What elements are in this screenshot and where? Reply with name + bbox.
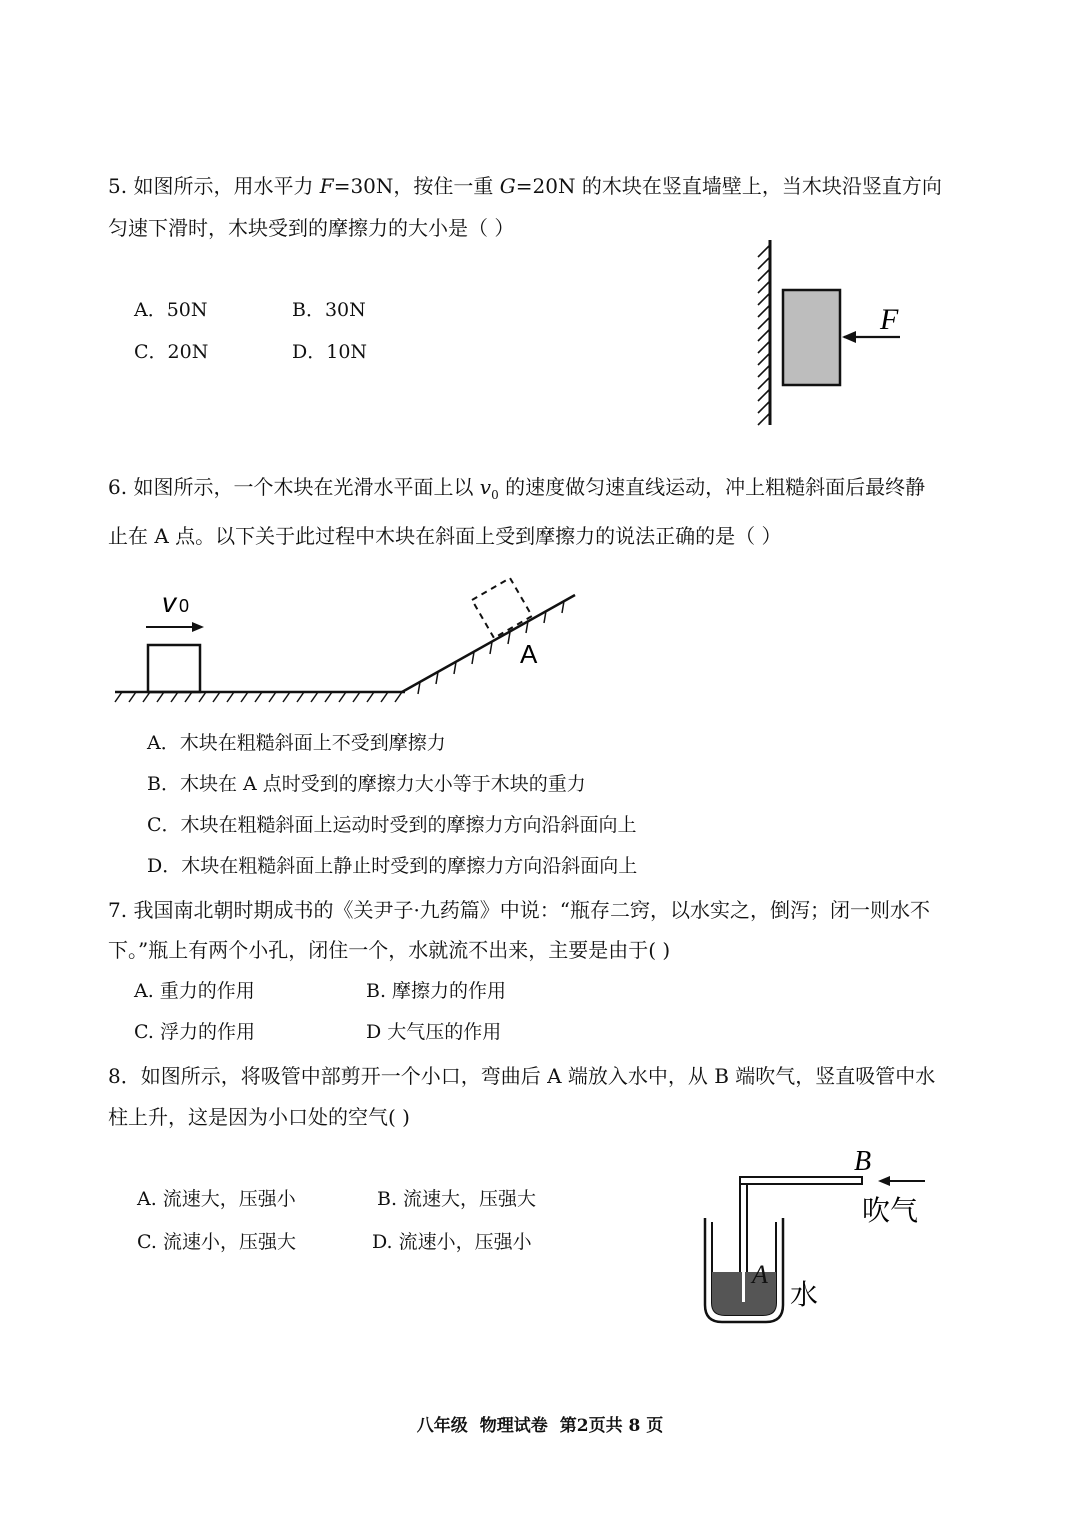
q7-option-c: C. 浮力的作用 — [134, 1021, 255, 1043]
footer-grade: 八年级 — [416, 1416, 468, 1436]
q5-stem-line2: 匀速下滑时，木块受到的摩擦力的大小是（ ） — [108, 216, 515, 240]
q6-text: 的速度做匀速直线运动，冲上粗糙斜面后最终静 — [498, 475, 926, 499]
straw-water-column — [742, 1258, 745, 1302]
q8-stem-line1: 8．如图所示，将吸管中部剪开一个小口，弯曲后 A 端放入水中，从 B 端吹气，竖直吸管中水 — [108, 1064, 936, 1088]
horizontal-straw — [740, 1177, 862, 1184]
q5-option-b: B．30N — [292, 299, 366, 321]
force-label: F — [880, 303, 899, 336]
block-at-a-dashed — [472, 578, 532, 638]
q5-text: =20N 的木块在竖直墙壁上，当木块沿竖直方向 — [515, 174, 942, 198]
q6-stem-line2: 止在 A 点。以下关于此过程中木块在斜面上受到摩擦力的说法正确的是（ ） — [108, 524, 782, 548]
water-label: 水 — [790, 1278, 819, 1311]
q7-option-b: B. 摩擦力的作用 — [366, 980, 507, 1002]
incline-line — [402, 595, 575, 692]
wall-hatching — [758, 245, 770, 425]
q7-option-a: A. 重力的作用 — [134, 980, 255, 1002]
q6-option-a: A．木块在粗糙斜面上不受到摩擦力 — [147, 732, 446, 754]
q5-stem-line1 — [108, 172, 942, 200]
velocity-symbol: v — [479, 475, 492, 499]
q7-stem-line2: 下。”瓶上有两个小孔，闭住一个，水就流不出来，主要是由于( ) — [108, 938, 671, 962]
q8-stem-line2: 柱上升，这是因为小口处的空气( ) — [108, 1105, 410, 1129]
q7-option-d: D 大气压的作用 — [366, 1021, 502, 1043]
block-start — [148, 645, 200, 692]
wall-block-figure — [740, 235, 940, 435]
blow-arrowhead — [878, 1176, 890, 1186]
q5-text: =30N，按住一重 — [333, 174, 500, 198]
q6-option-b: B．木块在 A 点时受到的摩擦力大小等于木块的重力 — [147, 773, 586, 795]
footer-page-number: 第2页共 8 页 — [559, 1416, 664, 1436]
point-b-label: B — [854, 1146, 872, 1177]
velocity-label-subscript: 0 — [179, 596, 190, 616]
q5-option-d: D．10N — [292, 341, 368, 363]
straw-beaker-figure — [690, 1140, 940, 1330]
point-a-label: A — [520, 639, 538, 669]
q6-stem-line1 — [108, 473, 925, 509]
force-arrowhead — [842, 331, 856, 343]
wooden-block — [783, 290, 840, 385]
q5-option-c: C．20N — [134, 341, 209, 363]
q5-text: 5. 如图所示，用水平力 — [108, 174, 320, 198]
q6-option-d: D．木块在粗糙斜面上静止时受到的摩擦力方向沿斜面向上 — [147, 855, 638, 877]
q6-text: 6. 如图所示，一个木块在光滑水平面上以 — [108, 475, 480, 499]
page-footer — [0, 1411, 1080, 1436]
velocity-arrowhead — [192, 622, 204, 632]
footer-subject: 物理试卷 — [479, 1416, 548, 1436]
velocity-label: v — [162, 587, 176, 618]
incline-hatching — [418, 601, 564, 694]
force-symbol: F — [319, 174, 334, 198]
weight-symbol: G — [499, 174, 516, 198]
point-a-label: A — [752, 1260, 768, 1289]
q8-option-a: A. 流速大，压强小 — [137, 1188, 296, 1210]
incline-figure — [110, 565, 590, 710]
ground-hatching — [115, 692, 402, 702]
q6-option-c: C．木块在粗糙斜面上运动时受到的摩擦力方向沿斜面向上 — [147, 814, 637, 836]
q7-stem-line1: 7. 我国南北朝时期成书的《关尹子·九药篇》中说：“瓶存二窍，以水实之，倒泻；闭一则水不 — [108, 898, 931, 922]
blow-label: 吹气 — [862, 1194, 919, 1227]
q5-option-a: A．50N — [134, 299, 208, 321]
q8-option-b: B. 流速大，压强大 — [377, 1188, 537, 1210]
velocity-subscript: 0 — [491, 488, 499, 502]
q8-option-c: C. 流速小，压强大 — [137, 1231, 296, 1253]
q8-option-d: D. 流速小，压强小 — [372, 1231, 532, 1253]
